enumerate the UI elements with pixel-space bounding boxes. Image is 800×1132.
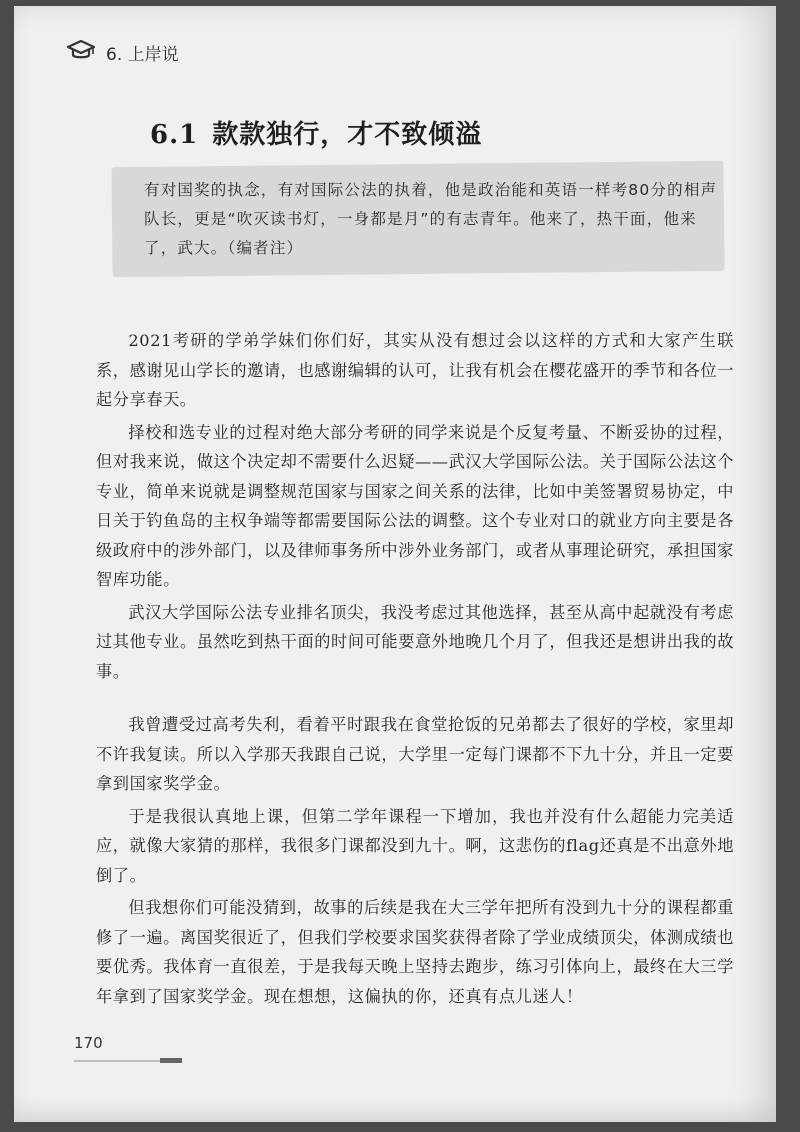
paragraph: 武汉大学国际公法专业排名顶尖，我没考虑过其他选择，甚至从高中起就没有考虑过其他专业。虽然吃到热干面的时间可能要意外地晚几个月了，但我还是想讲出我的故事。 xyxy=(96,602,734,681)
book-page xyxy=(14,6,776,1122)
paragraph: 2021考研的学弟学妹们你们好，其实从没有想过会以这样的方式和大家产生联系，感谢见山学长的邀请，也感谢编辑的认可，让我有机会在樱花盛开的季节和各位一起分享春天。 xyxy=(96,331,734,409)
paragraph: 我曾遭受过高考失利，看着平时跟我在食堂抢饭的兄弟都去了很好的学校，家里却不许我复读。所以入学那天我跟自己说，大学里一定每门课都不下九十分，并且一定要拿到国家奖学金。 xyxy=(96,715,734,793)
section-heading xyxy=(150,114,482,151)
footer-rule-accent xyxy=(160,1058,182,1063)
footer-rule xyxy=(74,1060,160,1062)
body-block-2 xyxy=(96,710,734,1014)
section-title-text: 款款独行，才不致倾溢 xyxy=(212,120,483,150)
section-number: 6.1 xyxy=(150,120,199,150)
page-number: 170 xyxy=(74,1034,103,1052)
graduation-cap-icon xyxy=(66,39,96,66)
paragraph: 择校和选专业的过程对绝大部分考研的同学来说是个反复考量、不断妥协的过程，但对我来说，做这个决定却不需要什么迟疑——武汉大学国际公法。关于国际公法这个专业，简单来说就是调整规范国家与国家之间关系的法律，比如中美签署贸易协定，中日关于钓鱼岛的主权争端等都需要国际公法的调整。这个专业对口的就业方向主要是各级政府中的涉外部门，以及律师事务所中涉外业务部门，或者从事理论研究，承担国家智库功能。 xyxy=(96,422,734,589)
chapter-title: 6. 上岸说 xyxy=(106,44,179,65)
editor-note: 有对国奖的执念，有对国际公法的执着，他是政治能和英语一样考80分的相声队长，更是“吹灭读书灯，一身都是月”的有志青年。他来了，热干面，他来了，武大。（编者注） xyxy=(144,181,718,257)
paragraph: 但我想你们可能没猜到，故事的后续是我在大三学年把所有没到九十分的课程都重修了一遍。离国奖很近了，但我们学校要求国奖获得者除了学业成绩顶尖，体测成绩也要优秀。我体育一直很差，于是我每天晚上坚持去跑步，练习引体向上，最终在大三学年拿到了国家奖学金。现在想想，这偏执的你，还真有点儿迷人！ xyxy=(96,898,734,1006)
body-block-1 xyxy=(96,326,734,689)
paragraph: 于是我很认真地上课，但第二学年课程一下增加，我也并没有什么超能力完美适应，就像大家猜的那样，我很多门课都没到九十。啊，这悲伤的flag还真是不出意外地倒了。 xyxy=(96,806,734,885)
running-header xyxy=(66,34,179,70)
